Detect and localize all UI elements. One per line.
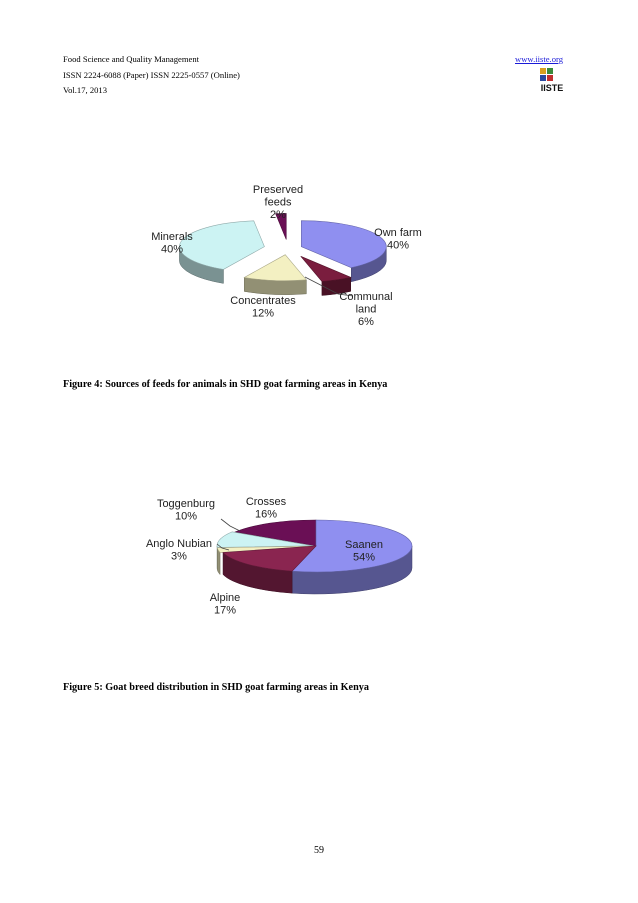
label-crosses: Crosses 16% [245,496,287,521]
volume-line: Vol.17, 2013 [63,85,108,95]
site-link[interactable]: www.iiste.org [515,54,563,64]
journal-name: Food Science and Quality Management [63,54,200,64]
slice-top-concentrates [244,255,306,281]
label-communal-land: Communal land 6% [339,291,393,328]
label-alpine: Alpine 17% [209,592,241,617]
leader-line-toggenburg [221,519,240,531]
svg-text:IISTE: IISTE [540,83,564,92]
page-number: 59 [314,845,324,856]
label-anglo-nubian: Anglo Nubian 3% [145,538,213,563]
slice-concentrates [244,255,306,295]
goat-breeds-chart [0,490,638,620]
label-minerals: Minerals 40% [151,231,193,256]
figure-4-caption: Figure 4: Sources of feeds for animals in SHD goat farming areas in Kenya [63,379,388,390]
label-preserved-feeds: Preserved feeds 2% [252,184,304,221]
feed-sources-chart [0,170,638,350]
label-toggenburg: Toggenburg 10% [156,498,216,523]
iiste-logo [540,68,564,92]
label-own-farm: Own farm 40% [374,227,422,252]
label-concentrates: Concentrates 12% [230,295,296,320]
label-saanen: Saanen 54% [345,539,383,564]
issn-line: ISSN 2224-6088 (Paper) ISSN 2225-0557 (Online) [63,70,240,80]
figure-5-caption: Figure 5: Goat breed distribution in SHD goat farming areas in Kenya [63,682,369,693]
